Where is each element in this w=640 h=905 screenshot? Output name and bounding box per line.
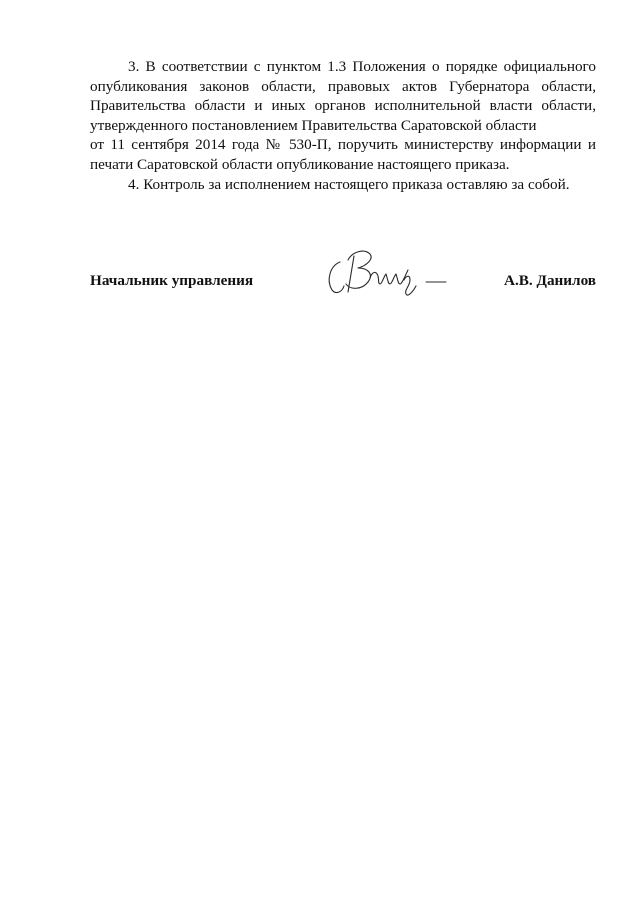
paragraph-4: 4. Контроль за исполнением настоящего приказа оставляю за собой. bbox=[128, 175, 570, 193]
signatory-position: Начальник управления bbox=[90, 272, 254, 289]
handwritten-signature bbox=[318, 240, 458, 300]
paragraph-3-line-3: Правительства области и иных органов исполнительной власти области, bbox=[90, 97, 596, 115]
paragraph-3-line-4: утвержденного постановлением Правительства Саратовской области bbox=[90, 116, 537, 134]
paragraph-3-line-2: опубликования законов области, правовых актов Губернатора области, bbox=[90, 77, 596, 95]
paragraph-3-line-5: от 11 сентября 2014 года № 530-П, поручить министерству информации и bbox=[90, 136, 596, 154]
document-body bbox=[90, 57, 596, 194]
paragraph-3-line-6: печати Саратовской области опубликование настоящего приказа. bbox=[90, 155, 510, 173]
signatory-name: А.В. Данилов bbox=[504, 272, 596, 289]
paragraph-3-line-1: 3. В соответствии с пунктом 1.3 Положения о порядке официального bbox=[128, 58, 596, 75]
